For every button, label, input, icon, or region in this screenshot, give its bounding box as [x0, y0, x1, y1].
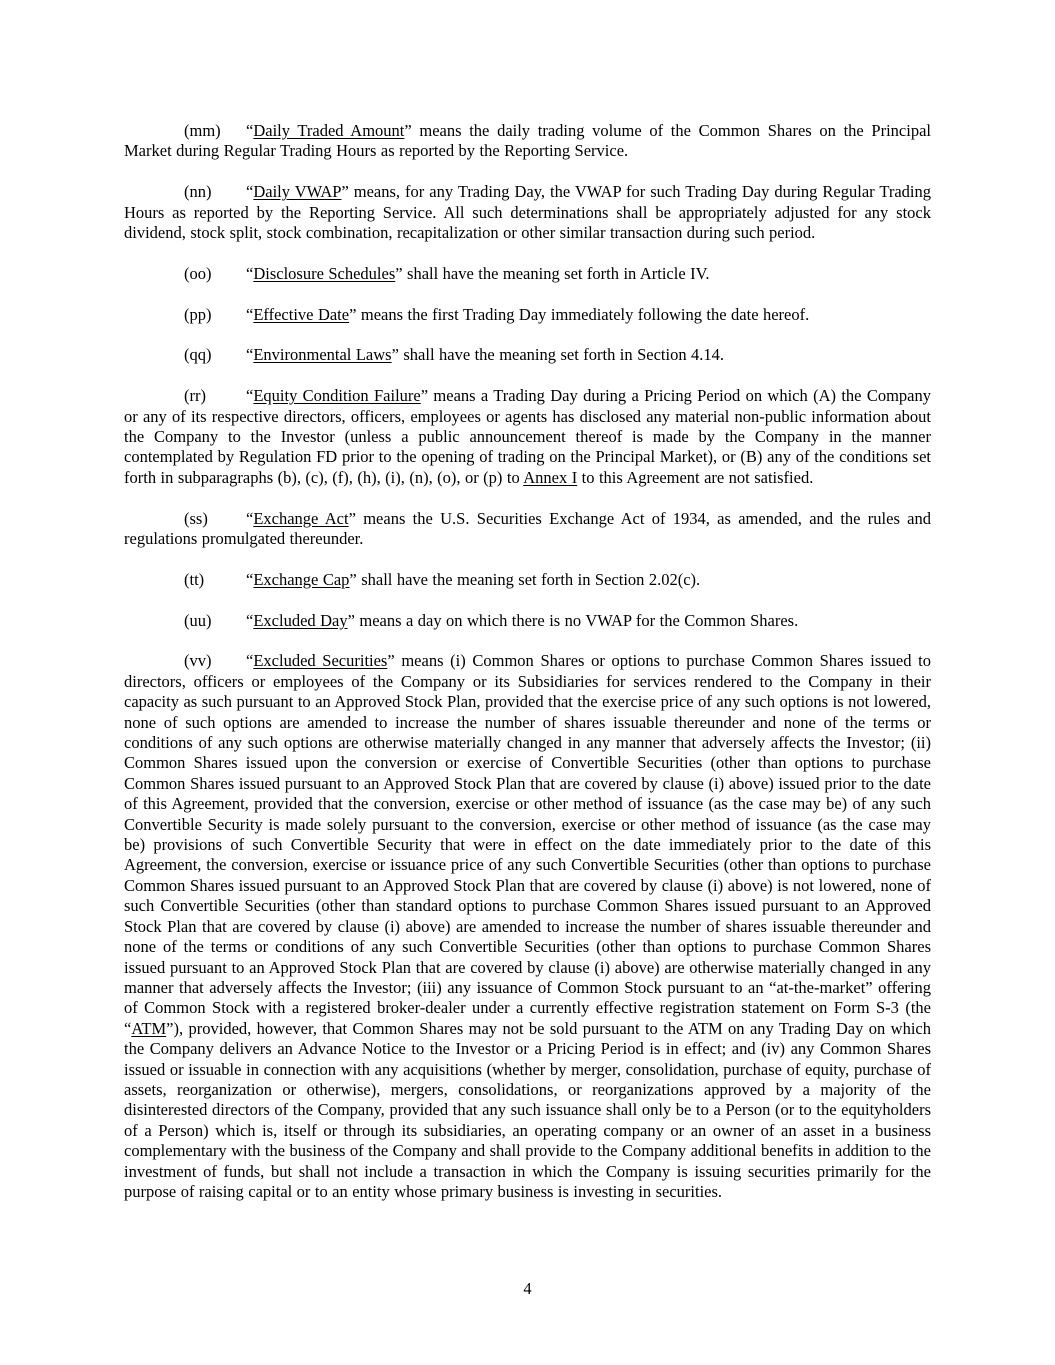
- defined-term: Excluded Securities: [253, 651, 388, 671]
- defined-term: Excluded Day: [253, 610, 348, 630]
- definition-paragraph: [124, 305, 931, 325]
- definition-paragraph: [124, 264, 931, 284]
- definition-label: (nn): [184, 182, 212, 202]
- definition-label: (ss): [184, 508, 208, 528]
- defined-term: Daily Traded Amount: [253, 121, 405, 140]
- definition-label: (qq): [184, 345, 212, 365]
- definition-text: ” means, for any Trading Day, the VWAP for such Trading Day during Regular Trading Hours as reported by the Reporting Service. All such determinations shall be appropriately adjusted for any stock dividend, stock split, stock combination, recapitalization or other similar transaction during such period.: [124, 182, 931, 243]
- definition-text: “: [246, 304, 254, 324]
- definition-text: “: [246, 182, 254, 202]
- defined-term: Environmental Laws: [253, 345, 392, 365]
- definition-paragraph: [124, 651, 931, 1202]
- definition-text: ” means the first Trading Day immediately following the date hereof.: [349, 304, 810, 324]
- definition-text: ” means a Trading Day during a Pricing Period on which (A) the Company or any of its respective directors, officers, employees or agents has disclosed any material non-public information about the Company to the Investor (unless a public announcement thereof is made by the Company in the manner contemplated by Regulation FD prior to the opening of trading on the Principal Market), or (B) any of the conditions set forth in subparagraphs (b), (c), (f), (h), (i), (n), (o), or (p) to: [124, 386, 931, 487]
- definition-text: “: [246, 263, 254, 283]
- defined-term: Exchange Cap: [253, 569, 350, 589]
- definition-label: (uu): [184, 610, 212, 630]
- definition-text: “: [246, 569, 254, 589]
- definition-paragraph: [124, 509, 931, 550]
- definition-text: ” means a day on which there is no VWAP for the Common Shares.: [347, 610, 799, 630]
- definition-text: “: [246, 121, 254, 140]
- definition-text: “: [246, 386, 254, 406]
- definition-text: ”), provided, however, that Common Shares may not be sold pursuant to the ATM on any Trading Day on which the Company delivers an Advance Notice to the Investor or a Pricing Period is in effect; and (iv) any Common Shares issued or issuable in connection with any acquisitions (whether by merger, consolidation, purchase of equity, purchase of assets, reorganization or otherwise), mergers, consolidations, or reorganizations approved by a majority of the disinterested directors of the Company, provided that any such issuance shall only be to a Person (or to the equityholders of a Person) which is, itself or through its subsidiaries, an operating company or an owner of an asset in a business complementary with the business of the Company and shall provide to the Company additional benefits in addition to the investment of funds, but shall not include a transaction in which the Company is issuing securities primarily for the purpose of raising capital or to an entity whose primary business is investing in securities.: [124, 1018, 931, 1201]
- definition-paragraph: [124, 611, 931, 631]
- definition-text: “: [246, 508, 254, 528]
- definition-paragraph: [124, 570, 931, 590]
- definition-label: (mm): [184, 121, 221, 140]
- defined-term: Daily VWAP: [253, 182, 342, 202]
- definition-paragraph: [124, 345, 931, 365]
- definition-label: (oo): [184, 263, 212, 283]
- definition-paragraph: [124, 182, 931, 243]
- definition-label: (rr): [184, 386, 206, 406]
- defined-term: ATM: [131, 1018, 167, 1038]
- definition-text: “: [246, 610, 254, 630]
- definition-text: ” shall have the meaning set forth in Section 2.02(c).: [349, 569, 701, 589]
- definition-text: ” means the daily trading volume of the Common Shares on the Principal Market during Regular Trading Hours as reported by the Reporting Service.: [124, 121, 931, 161]
- definition-text: to this Agreement are not satisfied.: [577, 467, 814, 487]
- defined-term: Disclosure Schedules: [253, 263, 396, 283]
- definition-label: (vv): [184, 651, 212, 671]
- definition-paragraph: [124, 121, 931, 162]
- defined-term: Equity Condition Failure: [253, 386, 421, 406]
- definition-text: ” means (i) Common Shares or options to purchase Common Shares issued to directors, officers or employees of the Company or its Subsidiaries for services rendered to the Company in their capacity as such pursuant to an Approved Stock Plan, provided that the exercise price of any such options is not lowered, none of such options are amended to increase the number of shares issuable thereunder and none of the terms or conditions of any such options are otherwise materially changed in any manner that adversely affects the Investor; (ii) Common Shares issued upon the conversion or exercise of Convertible Securities (other than options to purchase Common Shares issued pursuant to an Approved Stock Plan that are covered by clause (i) above) issued prior to the date of this Agreement, provided that the conversion, exercise or other method of issuance (as the case may be) of any such Convertible Security is made solely pursuant to the conversion, exercise or other method of issuance (as the case may be) provisions of such Convertible Security that were in effect on the date immediately prior to the date of this Agreement, the conversion, exercise or issuance price of any such Convertible Securities (other than options to purchase Common Shares issued pursuant to an Approved Stock Plan that are covered by clause (i) above) is not lowered, none of such Convertible Securities (other than standard options to purchase Common Shares issued pursuant to an Approved Stock Plan that are covered by clause (i) above) are amended to increase the number of shares issuable thereunder and none of the terms or conditions of any such Convertible Securities (other than options to purchase Common Shares issued pursuant to an Approved Stock Plan that are covered by clause (i) above) are otherwise materially changed in any manner that adversely affects the Investor; (iii) any issuance of Common Stock pursuant to an “at-the-market” offering of Common Stock with a registered broker-dealer under a currently effective registration statement on Form S-3 (the “: [124, 651, 931, 1038]
- definition-label: (pp): [184, 304, 212, 324]
- definition-text: ” means the U.S. Securities Exchange Act of 1934, as amended, and the rules and regulations promulgated thereunder.: [124, 508, 931, 549]
- document-body: [124, 121, 931, 1223]
- definition-text: “: [246, 345, 254, 365]
- definition-text: ” shall have the meaning set forth in Section 4.14.: [391, 345, 725, 365]
- definition-text: “: [246, 651, 254, 671]
- definition-label: (tt): [184, 569, 205, 589]
- defined-term: Exchange Act: [253, 508, 349, 528]
- defined-term: Effective Date: [253, 304, 350, 324]
- definition-text: ” shall have the meaning set forth in Article IV.: [395, 263, 710, 283]
- defined-term: Annex I: [523, 467, 578, 487]
- definition-paragraph: [124, 386, 931, 488]
- page-number: 4: [523, 1279, 532, 1298]
